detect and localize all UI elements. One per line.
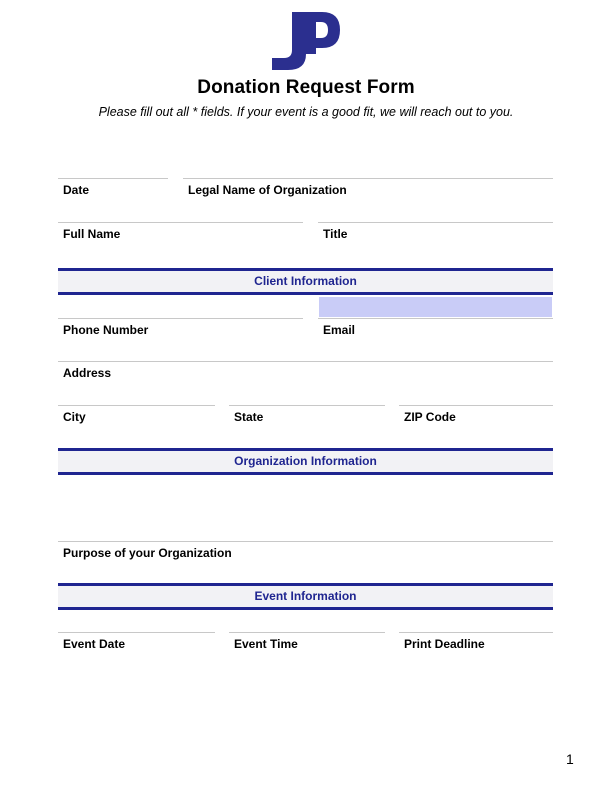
email-input-highlight[interactable]: [319, 297, 552, 317]
zip-field[interactable]: [399, 405, 553, 436]
section-client-title: Client Information: [254, 274, 357, 288]
purpose-label: Purpose of your Organization: [63, 546, 232, 560]
city-field[interactable]: [58, 405, 215, 436]
section-organization-title: Organization Information: [234, 454, 377, 468]
full-name-label: Full Name: [63, 227, 121, 241]
address-field[interactable]: [58, 361, 553, 392]
full-name-field[interactable]: [58, 222, 303, 253]
section-client-information: [58, 268, 553, 295]
event-date-label: Event Date: [63, 637, 126, 651]
purpose-field[interactable]: [58, 541, 553, 572]
city-label: City: [63, 410, 86, 424]
form-instructions: Please fill out all * fields. If your event is a good fit, we will reach out to you.: [98, 105, 514, 119]
section-event-title: Event Information: [254, 589, 357, 603]
print-deadline-field[interactable]: [399, 632, 553, 663]
event-time-field[interactable]: [229, 632, 385, 663]
phone-label: Phone Number: [63, 323, 149, 337]
state-field[interactable]: [229, 405, 385, 436]
title-field[interactable]: [318, 222, 553, 253]
event-time-label: Event Time: [234, 637, 298, 651]
page-number: 1: [566, 751, 574, 767]
print-deadline-label: Print Deadline: [404, 637, 485, 651]
email-field[interactable]: [318, 318, 553, 349]
section-event-information: [58, 583, 553, 610]
date-field[interactable]: [58, 178, 168, 209]
title-label: Title: [323, 227, 348, 241]
event-date-field[interactable]: [58, 632, 215, 663]
address-label: Address: [63, 366, 112, 380]
legal-name-field[interactable]: [183, 178, 553, 209]
section-organization-information: [58, 448, 553, 475]
state-label: State: [234, 410, 264, 424]
jp-logo-icon: [268, 10, 344, 72]
page-title: Donation Request Form: [197, 77, 415, 98]
phone-field[interactable]: [58, 318, 303, 349]
company-logo: [268, 10, 344, 72]
date-label: Date: [63, 183, 90, 197]
zip-label: ZIP Code: [404, 410, 456, 424]
legal-name-label: Legal Name of Organization: [188, 183, 347, 197]
email-label: Email: [323, 323, 356, 337]
